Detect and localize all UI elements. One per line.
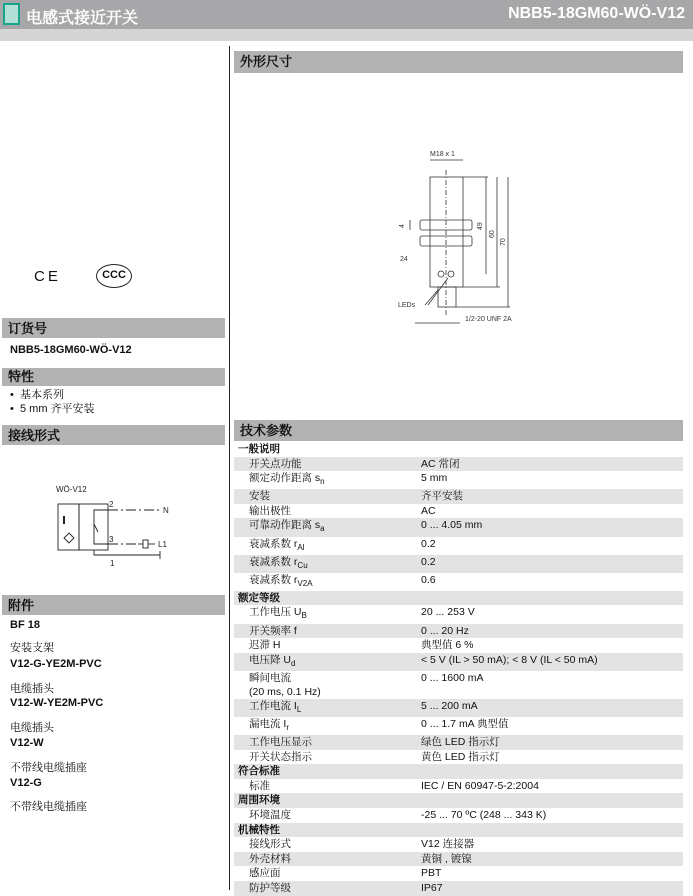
spec-key: 外壳材料 xyxy=(249,852,291,865)
spec-group-title: 额定等级 xyxy=(234,591,683,606)
spec-group-row xyxy=(234,823,683,838)
spec-value: 黄色 LED 指示灯 xyxy=(421,750,500,763)
spec-value: 黄铜 , 镀镍 xyxy=(421,852,683,867)
spec-key: 防护等级 xyxy=(249,881,291,894)
spec-key-subscript: r xyxy=(286,723,290,732)
spec-key-cell xyxy=(234,638,421,653)
accessory-name: V12-G xyxy=(10,777,42,789)
brand-logo xyxy=(3,3,20,25)
spec-row xyxy=(234,489,683,504)
spec-key-subscript: V2A xyxy=(297,578,313,588)
product-model: NBB5-18GM60-WÖ-V12 xyxy=(508,5,685,22)
product-category-title: 电感式接近开关 xyxy=(26,10,139,27)
spec-key-cell xyxy=(234,735,421,750)
order-number: NBB5-18GM60-WÖ-V12 xyxy=(10,344,132,356)
section-accessories: 附件 xyxy=(2,595,225,615)
tech-spec-table xyxy=(234,442,683,896)
spec-key-cell xyxy=(234,555,421,573)
spec-value: 5 ... 200 mA xyxy=(421,699,683,717)
spec-group-row xyxy=(234,442,683,457)
spec-key-cell xyxy=(234,653,421,671)
dim-70: 70 xyxy=(500,238,507,246)
leds-label: LEDs xyxy=(398,302,416,309)
spec-key: 瞬间电流 xyxy=(249,671,291,684)
spec-row xyxy=(234,471,683,489)
spec-value: 齐平安装 xyxy=(421,489,683,504)
spec-value: 绿色 LED 指示灯 xyxy=(421,735,683,750)
spec-row xyxy=(234,837,683,852)
spec-key: 迟滞 H xyxy=(249,639,281,652)
pin-3: 3 xyxy=(109,535,114,544)
spec-key: 工作电压显示 xyxy=(249,736,312,748)
spec-key-subscript: Al xyxy=(297,542,305,552)
spec-value: 0 ... 20 Hz xyxy=(421,624,683,639)
spec-value: 0 ... 1.7 mA 典型值 xyxy=(421,717,509,730)
spec-key: 衰减系数 r xyxy=(249,537,298,550)
spec-value: 0.6 xyxy=(421,573,436,586)
spec-row xyxy=(234,624,683,639)
spec-value: 0 ... 1600 mA xyxy=(421,671,484,684)
section-tech: 技术参数 xyxy=(234,420,683,441)
column-divider xyxy=(229,46,230,890)
spec-key-cell xyxy=(234,837,421,852)
spec-key-subscript: Cu xyxy=(297,560,308,570)
ccc-mark: CCC xyxy=(96,264,132,288)
spec-value: -25 ... 70 ºC (248 ... 343 K) xyxy=(421,808,547,821)
spec-key: 工作电压 U xyxy=(249,606,302,619)
section-order: 订货号 xyxy=(2,318,225,338)
spec-group-row xyxy=(234,793,683,808)
spec-row xyxy=(234,638,683,653)
spec-key: 输出极性 xyxy=(249,504,291,517)
accessory-name: BF 18 xyxy=(10,619,40,631)
spec-value: AC xyxy=(421,504,436,517)
spec-value: < 5 V (IL > 50 mA); < 8 V (IL < 50 mA) xyxy=(421,653,683,671)
spec-key: 感应面 xyxy=(249,867,281,880)
spec-key: 额定动作距离 s xyxy=(249,472,321,485)
spec-key-cell xyxy=(234,881,421,896)
pin-1: 1 xyxy=(110,559,115,568)
spec-key: 安装 xyxy=(249,490,270,503)
spec-row xyxy=(234,573,683,591)
spec-key-cell xyxy=(234,779,421,794)
header-bar xyxy=(0,0,693,29)
spec-value: PBT xyxy=(421,867,442,880)
spec-row xyxy=(234,457,683,472)
spec-value: 0.2 xyxy=(421,537,436,550)
ce-mark: C E xyxy=(34,268,58,285)
feature-list xyxy=(10,388,235,416)
spec-key: 接线形式 xyxy=(249,838,291,851)
section-dimensions: 外形尺寸 xyxy=(234,51,683,73)
dim-thread: M18 x 1 xyxy=(430,151,455,158)
terminal-n: N xyxy=(163,506,169,515)
spec-value: IEC / EN 60947-5-2:2004 xyxy=(421,779,539,792)
spec-row xyxy=(234,881,683,896)
dim-49: 49 xyxy=(477,222,484,230)
spec-key-cell xyxy=(234,808,421,823)
spec-row xyxy=(234,653,683,671)
spec-key-cell xyxy=(234,699,421,717)
spec-group-title: 机械特性 xyxy=(234,823,683,838)
spec-group-title: 周围环境 xyxy=(234,793,683,808)
spec-key: 开关状态指示 xyxy=(249,750,312,763)
spec-row xyxy=(234,504,683,519)
spec-key-cell xyxy=(234,717,421,735)
dim-60: 60 xyxy=(489,230,496,238)
spec-key-cell xyxy=(234,624,421,639)
spec-key: 电压降 U xyxy=(249,653,291,666)
section-features: 特性 xyxy=(2,368,225,386)
spec-value: 5 mm xyxy=(421,472,448,485)
spec-row xyxy=(234,808,683,823)
spec-key-cell xyxy=(234,489,421,504)
accessory-name: V12-G-YE2M-PVC xyxy=(10,658,102,670)
accessory-name: V12-W-YE2M-PVC xyxy=(10,697,104,709)
accessory-desc: 电缆插头 xyxy=(10,683,54,695)
accessory-desc: 安装支架 xyxy=(10,642,54,654)
spec-key: 工作电流 I xyxy=(249,699,297,712)
spec-group-row xyxy=(234,591,683,606)
spec-row xyxy=(234,555,683,573)
spec-key: 开关频率 f xyxy=(249,624,297,637)
spec-row xyxy=(234,866,683,881)
spec-value: IP67 xyxy=(421,881,683,896)
accessory-name: V12-W xyxy=(10,737,44,749)
spec-key: 环境温度 xyxy=(249,808,291,821)
accessory-desc: 不带线电缆插座 xyxy=(10,762,87,774)
spec-key: 可靠动作距离 s xyxy=(249,519,321,532)
spec-row xyxy=(234,735,683,750)
spec-key: 衰减系数 r xyxy=(249,555,298,568)
spec-key: 开关点功能 xyxy=(249,457,302,470)
wiring-diagram xyxy=(50,480,180,575)
feature-item: • 基本系列 xyxy=(10,388,235,402)
spec-row xyxy=(234,717,683,735)
dim-connector: 1/2-20 UNF 2A xyxy=(465,316,512,323)
spec-value: 20 ... 253 V xyxy=(421,606,475,619)
spec-key-note: (20 ms, 0.1 Hz) xyxy=(249,685,321,698)
spec-key-cell xyxy=(234,866,421,881)
accessory-desc: 不带线电缆插座 xyxy=(10,801,87,813)
spec-key-cell xyxy=(234,605,421,623)
spec-key-cell xyxy=(234,750,421,765)
terminal-l1: L1 xyxy=(158,540,167,549)
section-wiring: 接线形式 xyxy=(2,425,225,445)
accessory-desc: 电缆插头 xyxy=(10,722,54,734)
spec-key-cell xyxy=(234,518,421,536)
spec-key-subscript: B xyxy=(301,611,307,621)
spec-group-row xyxy=(234,764,683,779)
spec-key-subscript: a xyxy=(320,524,325,534)
spec-key: 衰减系数 r xyxy=(249,573,298,586)
spec-key-cell xyxy=(234,671,421,699)
spec-row xyxy=(234,779,683,794)
spec-key-cell xyxy=(234,457,421,472)
spec-value: 典型值 6 % xyxy=(421,639,474,652)
spec-row xyxy=(234,699,683,717)
spec-key: 标准 xyxy=(249,779,270,792)
spec-key-cell xyxy=(234,852,421,867)
spec-row xyxy=(234,852,683,867)
spec-key-subscript: n xyxy=(320,477,325,487)
spec-key-cell xyxy=(234,471,421,489)
header-band xyxy=(0,29,693,41)
dim-wrench: 24 xyxy=(400,256,408,263)
spec-key-cell xyxy=(234,573,421,591)
spec-value: 0.2 xyxy=(421,555,683,573)
spec-row xyxy=(234,518,683,536)
dimension-drawing xyxy=(370,140,540,340)
spec-group-title: 一般说明 xyxy=(238,443,280,455)
spec-value: V12 连接器 xyxy=(421,838,475,851)
spec-key-subscript: d xyxy=(291,658,296,668)
spec-row xyxy=(234,537,683,555)
spec-key-cell xyxy=(234,504,421,519)
feature-item: • 5 mm 齐平安装 xyxy=(10,402,235,416)
wiring-label: WÖ-V12 xyxy=(56,485,87,494)
spec-value: 0 ... 4.05 mm xyxy=(421,518,683,536)
spec-group-title: 符合标准 xyxy=(234,764,683,779)
pin-2: 2 xyxy=(109,500,114,509)
spec-row xyxy=(234,605,683,623)
spec-row xyxy=(234,750,683,765)
spec-key-cell xyxy=(234,537,421,555)
spec-row xyxy=(234,671,683,699)
spec-key: 漏电流 I xyxy=(249,717,287,730)
spec-value: AC 常闭 xyxy=(421,457,683,472)
dim-4: 4 xyxy=(399,224,406,228)
spec-key-subscript: L xyxy=(296,704,302,714)
